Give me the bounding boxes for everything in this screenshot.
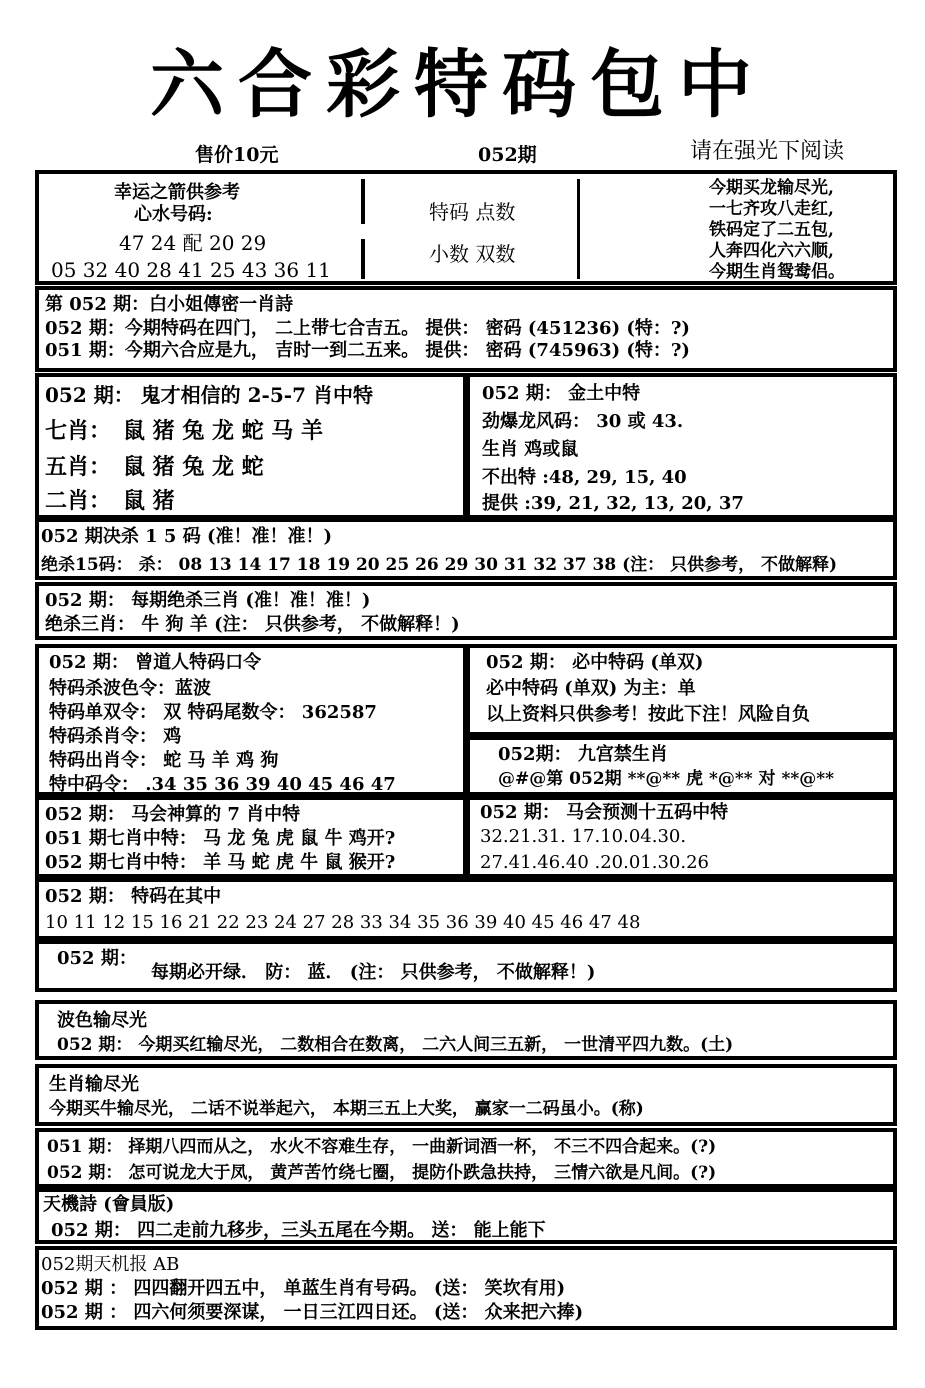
price-label: 售价10元 xyxy=(195,144,279,166)
horse-7-line: 052 期七肖中特： 羊 马 蛇 虎 牛 鼠 猴开? xyxy=(45,852,396,873)
lucky-numbers-2: 05 32 40 28 41 25 43 36 11 xyxy=(51,258,331,282)
horse-15-line: 27.41.46.40 .20.01.30.26 xyxy=(480,852,710,873)
secret-poem-title: 第 052 期：白小姐傳密一肖詩 xyxy=(45,294,294,315)
sure-line: 必中特码 (单双) 为主：单 xyxy=(486,678,696,699)
wave-color-box xyxy=(35,1000,897,1060)
issue-label: 052期 xyxy=(478,144,537,166)
gold-title: 052 期： 金土中特 xyxy=(482,383,641,404)
row-label: 七肖： xyxy=(45,418,112,444)
zodiac-lose-box xyxy=(35,1064,897,1126)
poem-line: 今期生肖鸳鸯侣。 xyxy=(709,262,845,282)
horse-7-line: 051 期七肖中特： 马 龙 兔 虎 鼠 牛 鸡开? xyxy=(45,828,396,849)
taoist-line: 特码单双令： 双 特码尾数令： 362587 xyxy=(49,702,377,723)
taoist-code-box xyxy=(35,644,467,796)
kill-15-title: 052 期决杀 1 5 码 (准！准！准！) xyxy=(41,526,332,547)
special-within-box xyxy=(35,878,897,940)
ab-line: 052 期 ： 四四翻开四五中， 单蓝生肖有号码。 (送： 笑坎有用) xyxy=(41,1278,566,1299)
top-info-box xyxy=(35,170,897,285)
zodiac-lose-title: 生肖输尽光 xyxy=(49,1074,139,1095)
sure-win-box xyxy=(466,644,897,736)
verse-line: 052 期： 怎可说龙大于凤， 黄芦苦竹绕七圈， 提防仆跌急扶持， 三情六欲是凡间。(?) xyxy=(47,1163,717,1183)
tianji-poem-box xyxy=(35,1188,897,1244)
kill-3-box xyxy=(35,582,897,640)
row-label: 二肖： xyxy=(45,488,112,514)
row-label: 五肖： xyxy=(45,454,112,480)
taoist-title: 052 期： 曾道人特码口令 xyxy=(49,652,262,673)
horse-15-box xyxy=(466,796,897,878)
kill-3-title: 052 期： 每期绝杀三肖 (准！准！准！) xyxy=(45,590,371,611)
poem-line: 人奔四化六六顺, xyxy=(709,241,834,261)
horse-7-box xyxy=(35,796,467,878)
divider xyxy=(361,179,365,224)
zodiac-list: 鼠 猪 兔 龙 蛇 xyxy=(123,454,264,480)
lucky-subtitle: 心水号码: xyxy=(134,204,213,225)
taoist-line: 特码杀肖令： 鸡 xyxy=(49,726,182,747)
poem-line: 一七齐攻八走红, xyxy=(709,199,834,219)
sure-title: 052 期： 必中特码 (单双) xyxy=(486,652,704,673)
kill-3-line: 绝杀三肖： 牛 狗 羊 (注： 只供参考， 不做解释！) xyxy=(45,614,460,635)
nine-palace-box xyxy=(466,736,897,796)
gold-earth-box xyxy=(466,373,897,519)
green-line: 每期必开绿． 防： 蓝． (注： 只供参考， 不做解释！) xyxy=(151,962,596,983)
gold-line: 劲爆龙风码： 30 或 43. xyxy=(482,411,684,432)
horse-15-line: 32.21.31. 17.10.04.30. xyxy=(480,826,687,847)
green-label: 052 期： xyxy=(57,948,137,969)
gold-line: 提供 :39, 21, 32, 13, 20, 37 xyxy=(482,493,744,514)
wave-line: 052 期： 今期买红输尽光， 二数相合在数离， 二六人间三五新， 一世清平四九数。(土) xyxy=(57,1035,734,1055)
divider xyxy=(577,179,580,279)
horse-15-title: 052 期： 马会预测十五码中特 xyxy=(480,802,729,823)
verse-line: 051 期： 择期八四而从之， 水火不容难生存， 一曲新词酒一杯， 不三不四合起来。(?) xyxy=(47,1137,717,1157)
ab-title: 052期天机报 AB xyxy=(41,1254,180,1275)
gold-line: 不出特 :48, 29, 15, 40 xyxy=(482,467,687,488)
secret-poem-line: 051 期：今期六合应是九， 吉时一到二五来。 提供： 密码 (745963) (特：?) xyxy=(45,340,690,361)
taoist-line: 特中码令： .34 35 36 39 40 45 46 47 xyxy=(49,774,396,795)
zodiac-lose-line: 今期买牛输尽光， 二话不说举起六， 本期三五上大奖， 赢家一二码虽小。(称) xyxy=(49,1099,644,1119)
poem-line: 铁码定了二五包, xyxy=(709,220,834,240)
wave-title: 波色输尽光 xyxy=(57,1010,147,1031)
palace-title: 052期： 九宫禁生肖 xyxy=(498,744,668,765)
lucky-numbers-1: 47 24 配 20 29 xyxy=(119,231,267,255)
genius-zodiac-box xyxy=(35,373,467,519)
genius-title: 052 期： 鬼才相信的 2-5-7 肖中特 xyxy=(45,383,373,407)
lucky-title: 幸运之箭供参考 xyxy=(114,182,240,203)
zodiac-list: 鼠 猪 兔 龙 蛇 马 羊 xyxy=(123,418,323,444)
poem-line: 今期买龙输尽光, xyxy=(709,178,834,198)
sure-line: 以上资料只供参考！按此下注！风险自负 xyxy=(486,704,810,725)
read-note: 请在强光下阅读 xyxy=(690,139,845,164)
verse-box xyxy=(35,1128,897,1188)
within-numbers: 10 11 12 15 16 21 22 23 24 27 28 33 34 35 36 39 40 45 46 47 48 xyxy=(45,912,641,933)
horse-7-title: 052 期： 马会神算的 7 肖中特 xyxy=(45,804,301,825)
secret-poem-line: 052 期：今期特码在四门， 二上带七合吉五。 提供： 密码 (451236) (特：?) xyxy=(45,318,690,339)
kill-15-line: 绝杀15码： 杀： 08 13 14 17 18 19 20 25 26 29 30 31 32 37 38 (注： 只供参考， 不做解释) xyxy=(41,555,838,575)
green-wave-box xyxy=(35,940,897,992)
page-title: 六合彩特码包中 xyxy=(150,42,766,128)
taoist-line: 特码杀波色令：蓝波 xyxy=(49,678,211,699)
zodiac-list: 鼠 猪 xyxy=(123,488,175,514)
tianji-line: 052 期： 四二走前九移步，三头五尾在今期。 送： 能上能下 xyxy=(51,1220,546,1241)
within-title: 052 期： 特码在其中 xyxy=(45,886,222,907)
palace-line: @#@第 052期 **@** 虎 *@** 对 **@** xyxy=(498,769,835,789)
tianji-ab-box xyxy=(35,1246,897,1330)
ab-line: 052 期 ： 四六何须要深谋， 一日三江四日还。 (送： 众来把六捧) xyxy=(41,1302,584,1323)
secret-poem-box xyxy=(35,286,897,372)
tianji-title: 天機詩 (會員版) xyxy=(43,1194,175,1215)
small-even: 小数 双数 xyxy=(429,242,516,266)
taoist-line: 特码出肖令： 蛇 马 羊 鸡 狗 xyxy=(49,750,279,771)
divider xyxy=(361,239,365,279)
kill-15-box xyxy=(35,518,897,580)
special-points: 特码 点数 xyxy=(429,200,516,224)
gold-line: 生肖 鸡或鼠 xyxy=(482,439,579,460)
